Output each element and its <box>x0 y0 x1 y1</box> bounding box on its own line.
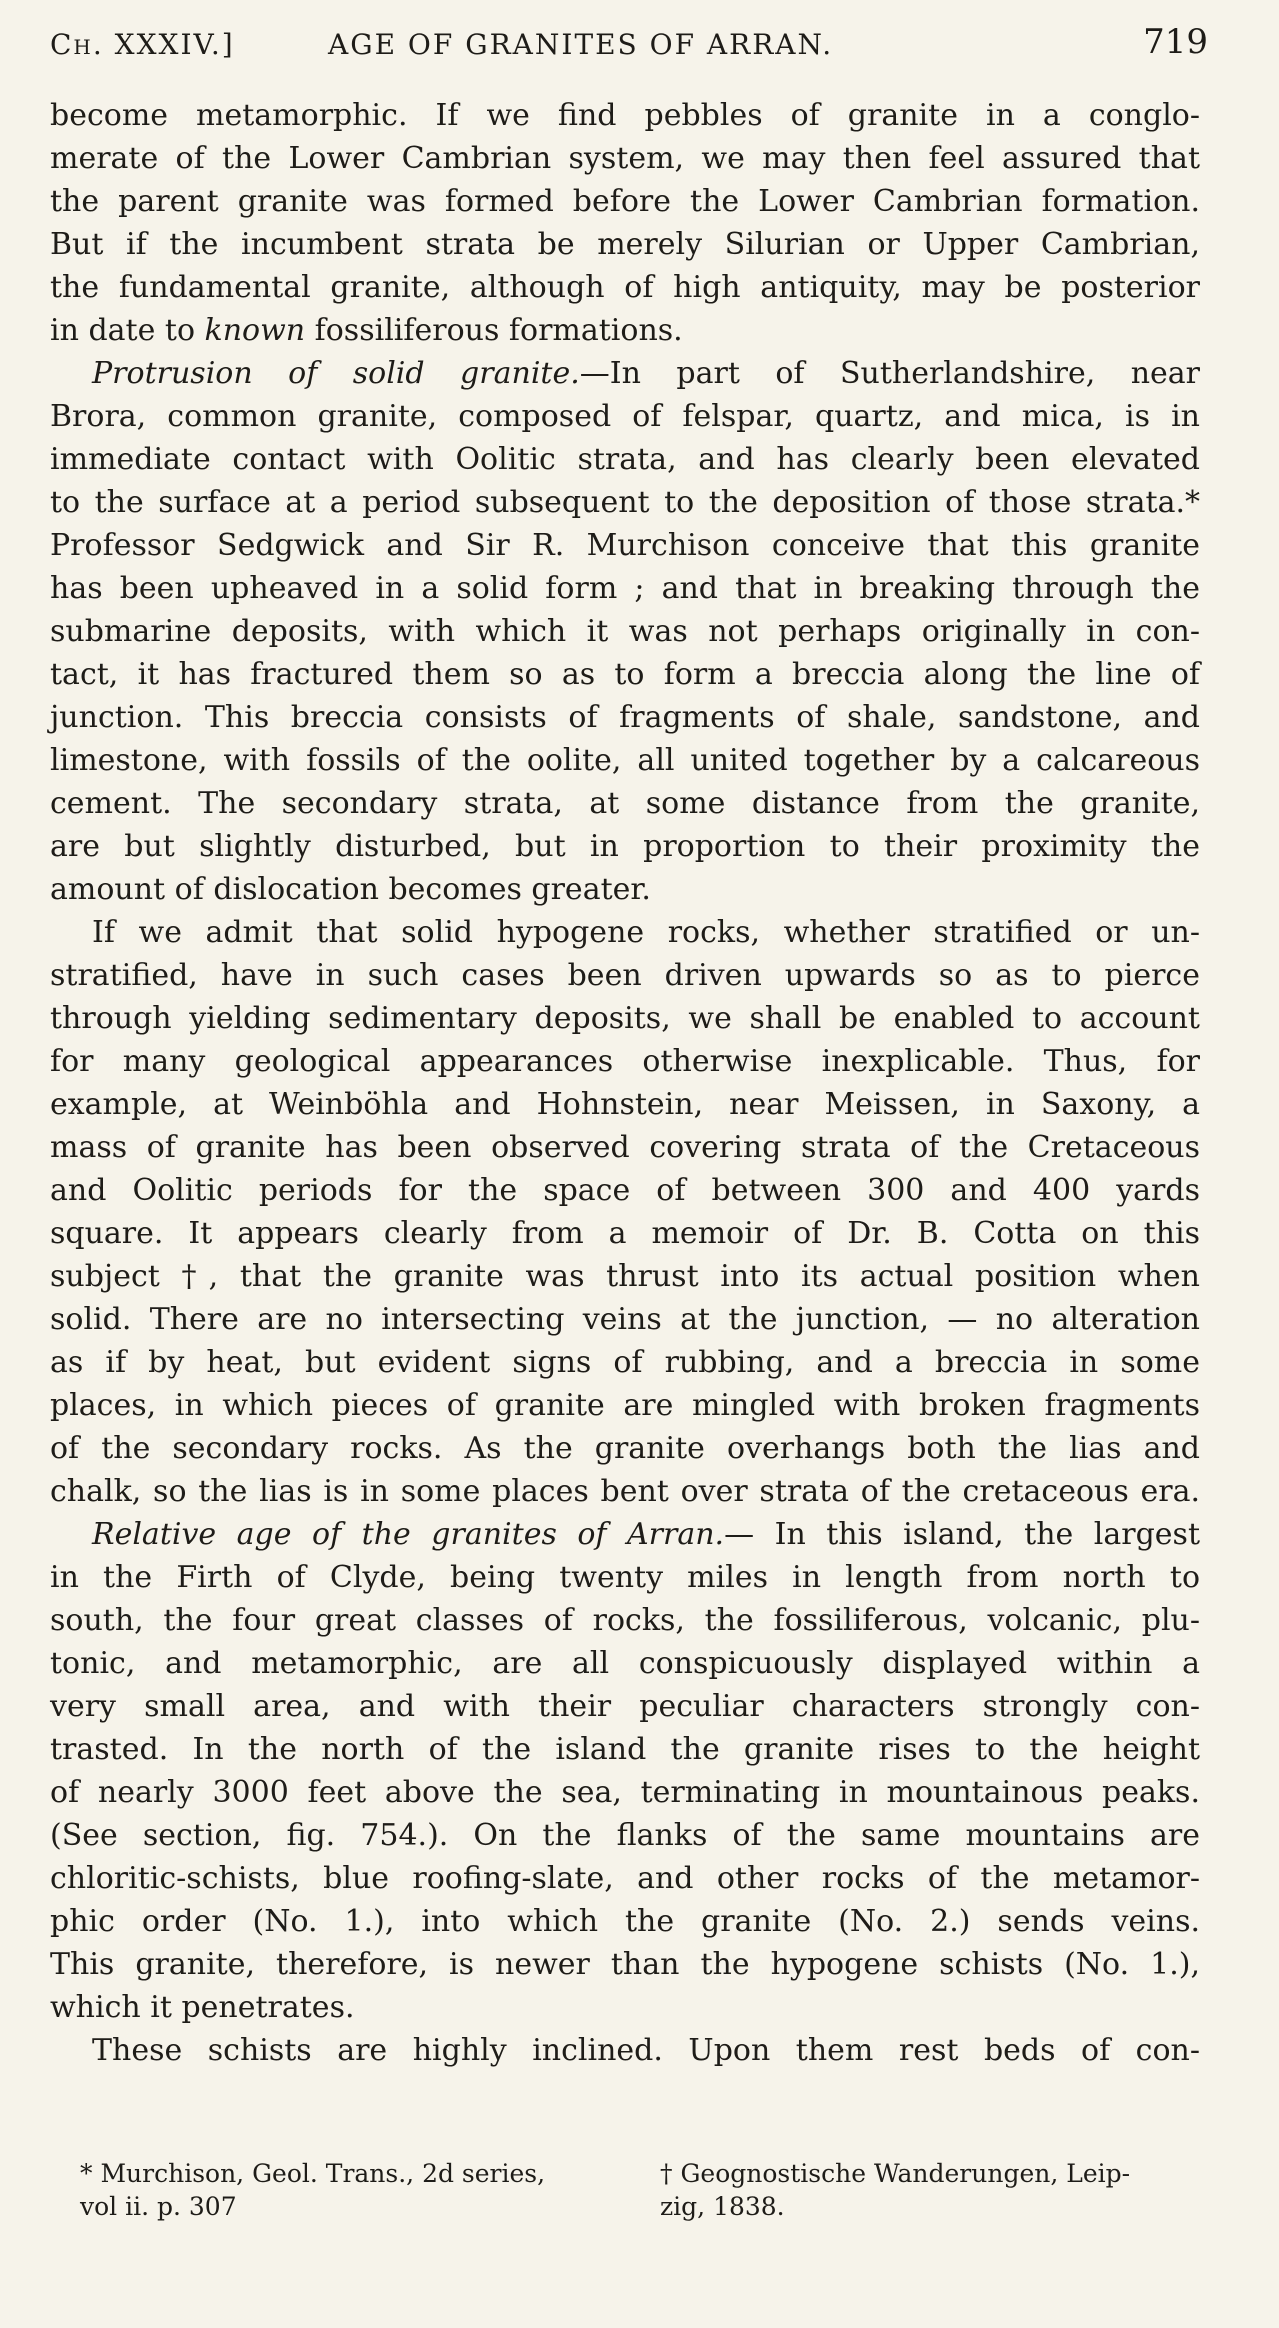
paragraph-5 <box>50 2029 1200 2072</box>
section-heading-arran: Relative age of the granites of Arran. <box>92 1517 725 1552</box>
footnote-line: vol ii. p. 307 <box>80 2192 237 2221</box>
text-line: as if by heat, but evident signs of rubbing, and a breccia in some <box>50 1345 1200 1380</box>
text-line: These schists are highly inclined. Upon them rest beds of con- <box>92 2033 1200 2068</box>
text-line: in date to known fossiliferous formations. <box>50 313 683 348</box>
text-line: cement. The secondary strata, at some distance from the granite, <box>50 786 1200 821</box>
text-line: Protrusion of solid granite.—In part of Sutherlandshire, near <box>92 356 1201 391</box>
text-line: which it penetrates. <box>50 1990 355 2025</box>
chapter-label: Ch. XXXIV.] <box>50 28 235 61</box>
text-line: solid. There are no intersecting veins at the junction, — no alteration <box>50 1302 1200 1337</box>
text-line: square. It appears clearly from a memoir of Dr. B. Cotta on this <box>50 1216 1200 1251</box>
text-line: Professor Sedgwick and Sir R. Murchison conceive that this granite <box>50 528 1200 563</box>
text-line: tact, it has fractured them so as to form a breccia along the line of <box>50 657 1200 692</box>
text-line: become metamorphic. If we find pebbles of granite in a conglo- <box>50 98 1200 133</box>
footnote-line: zig, 1838. <box>660 2192 785 2221</box>
text-line: amount of dislocation becomes greater. <box>50 872 651 907</box>
text-line: chloritic-schists, blue roofing-slate, and other rocks of the metamor- <box>50 1861 1200 1896</box>
text-line: If we admit that solid hypogene rocks, whether stratified or un- <box>92 915 1200 950</box>
text-line: are but slightly disturbed, but in proportion to their proximity the <box>50 829 1200 864</box>
text-line: chalk, so the lias is in some places bent over strata of the cretaceous era. <box>50 1474 1200 1509</box>
paragraph-1 <box>50 94 1200 352</box>
text-line: (See section, fig. 754.). On the flanks of the same mountains are <box>50 1818 1200 1853</box>
text-line: This granite, therefore, is newer than the hypogene schists (No. 1.), <box>50 1947 1200 1982</box>
paragraph-4 <box>50 1513 1200 2029</box>
footnote-murchison <box>80 2157 620 2223</box>
text-line: Brora, common granite, composed of felspar, quartz, and mica, is in <box>50 399 1200 434</box>
running-head <box>50 22 1208 72</box>
emphasis-known: known <box>204 313 306 348</box>
footnote-line: † Geognostische Wanderungen, Leip- <box>660 2159 1131 2188</box>
section-heading-protrusion: Protrusion of solid granite. <box>92 356 580 391</box>
paragraph-3 <box>50 911 1200 1513</box>
text-line: the fundamental granite, although of high antiquity, may be posterior <box>50 270 1200 305</box>
text-line: subject †, that the granite was thrust into its actual position when <box>50 1259 1200 1294</box>
footnote-geognostische <box>660 2157 1220 2223</box>
book-page <box>50 22 1208 2072</box>
text-line: limestone, with fossils of the oolite, all united together by a calcareous <box>50 743 1200 778</box>
text-line: of the secondary rocks. As the granite overhangs both the lias and <box>50 1431 1200 1466</box>
text-line: tonic, and metamorphic, are all conspicuously displayed within a <box>50 1646 1200 1681</box>
text-line: and Oolitic periods for the space of between 300 and 400 yards <box>50 1173 1200 1208</box>
text-line: mass of granite has been observed covering strata of the Cretaceous <box>50 1130 1200 1165</box>
text-line: through yielding sedimentary deposits, we shall be enabled to account <box>50 1001 1200 1036</box>
text-line: trasted. In the north of the island the granite rises to the height <box>50 1732 1200 1767</box>
text-line: stratified, have in such cases been driven upwards so as to pierce <box>50 958 1200 993</box>
text-line: of nearly 3000 feet above the sea, terminating in mountainous peaks. <box>50 1775 1200 1810</box>
text-line: example, at Weinböhla and Hohnstein, near Meissen, in Saxony, a <box>50 1087 1200 1122</box>
text-line: the parent granite was formed before the Lower Cambrian formation. <box>50 184 1200 219</box>
page-title: AGE OF GRANITES OF ARRAN. <box>328 28 834 61</box>
text-line: Relative age of the granites of Arran.— In this island, the largest <box>92 1517 1200 1552</box>
text-line: merate of the Lower Cambrian system, we may then feel assured that <box>50 141 1200 176</box>
text-line: for many geological appearances otherwise inexplicable. Thus, for <box>50 1044 1200 1079</box>
text-line: in the Firth of Clyde, being twenty miles in length from north to <box>50 1560 1200 1595</box>
page-number: 719 <box>1143 22 1208 62</box>
text-line: places, in which pieces of granite are mingled with broken fragments <box>50 1388 1200 1423</box>
body-text <box>50 94 1200 2072</box>
text-line: to the surface at a period subsequent to the deposition of those strata.* <box>50 485 1200 520</box>
text-line: has been upheaved in a solid form ; and that in breaking through the <box>50 571 1200 606</box>
footnote-line: * Murchison, Geol. Trans., 2d series, <box>80 2159 546 2188</box>
text-line: phic order (No. 1.), into which the granite (No. 2.) sends veins. <box>50 1904 1200 1939</box>
paragraph-2 <box>50 352 1200 911</box>
text-line: But if the incumbent strata be merely Silurian or Upper Cambrian, <box>50 227 1200 262</box>
text-line: junction. This breccia consists of fragments of shale, sandstone, and <box>50 700 1200 735</box>
text-line: south, the four great classes of rocks, the fossiliferous, volcanic, plu- <box>50 1603 1200 1638</box>
text-line: submarine deposits, with which it was not perhaps originally in con- <box>50 614 1200 649</box>
text-line: immediate contact with Oolitic strata, and has clearly been elevated <box>50 442 1200 477</box>
text-line: very small area, and with their peculiar characters strongly con- <box>50 1689 1200 1724</box>
